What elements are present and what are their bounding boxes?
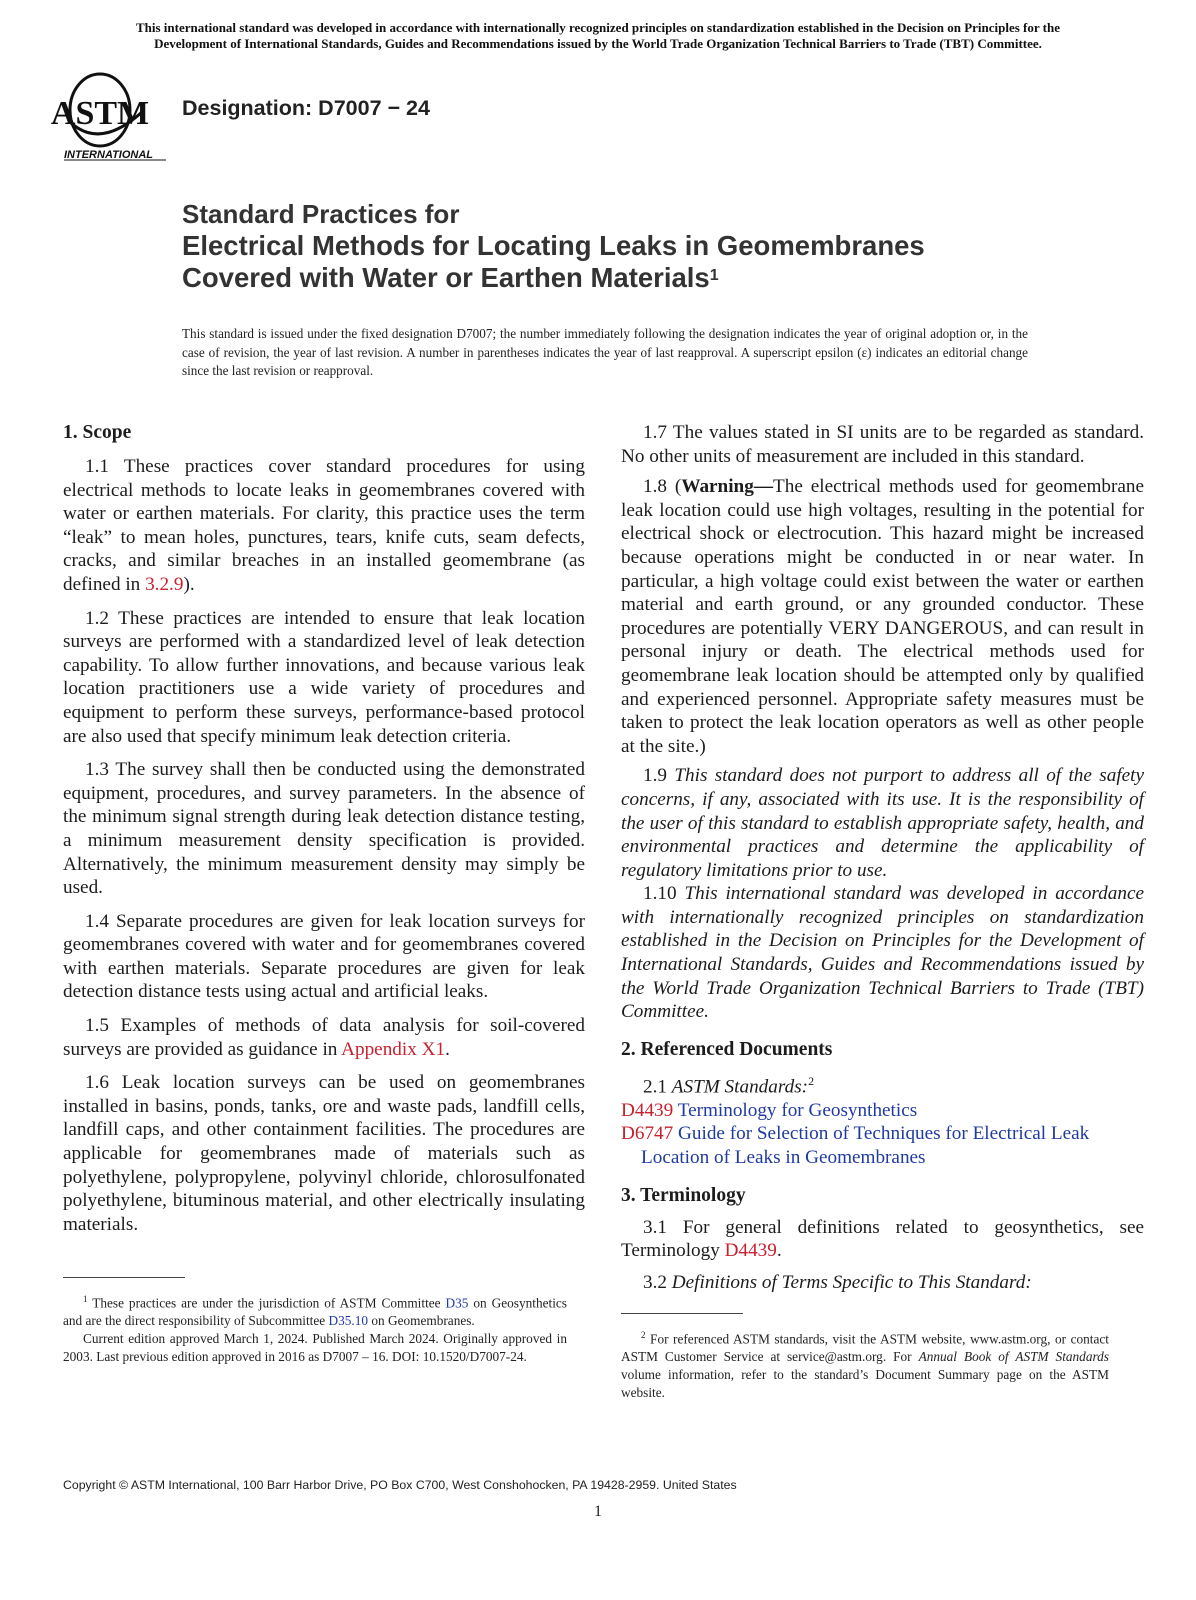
title-line3-wrap (182, 262, 1062, 294)
link-appendix-x1[interactable]: Appendix X1 (341, 1038, 446, 1060)
top-notice (62, 20, 1134, 52)
para-1-7: 1.7 The values stated in SI units are to be regarded as standard. No other units of measurement are included in this standard. (621, 422, 1144, 467)
astm-logo (50, 72, 168, 168)
section-heading-referenced-documents: 2. Referenced Documents (621, 1038, 833, 1060)
title-footnote-mark: 1 (709, 267, 719, 284)
designation: Designation: D7007 − 24 (182, 96, 430, 120)
para-1-9: 1.9 This standard does not purport to address all of the safety concerns, if any, associated with its use. It is the responsibility of the user of this standard to establish appropriate safety, health, and environmental practices and determine the applicability of regulatory limitations prior to use. (621, 765, 1145, 881)
link-d35-10[interactable]: D35.10 (328, 1313, 369, 1329)
reference-d4439[interactable]: D4439 Terminology for Geosynthetics (621, 1099, 918, 1121)
title-line3: Covered with Water or Earthen Materials (182, 262, 710, 293)
para-1-10: 1.10 This international standard was developed in accordance with internationally recognized principles on standardization established in the Decision on Principles for the Development of International Standards, Guides and Recommendations issued by the World Trade Organization Technical Barriers to Trade (TBT) Committee. (621, 883, 1144, 1023)
section-heading-terminology: 3. Terminology (621, 1184, 746, 1206)
title-line1: Standard Practices for (182, 199, 460, 229)
para-1-3: 1.3 The survey shall then be conducted using the demonstrated equipment, procedures, and survey parameters. In the absence of the minimum signal strength during leak detection distance testing, a minimum measurement density specification is provided. Alternatively, the minimum measurement density may simply be used. (63, 759, 585, 899)
document-title (182, 198, 1062, 294)
top-notice-line2: Development of International Standards, Guides and Recommendations issued by the World Trade Organization Technical Barriers to Trade (TBT) Committee. (154, 36, 1042, 51)
para-3-2: 3.2 Definitions of Terms Specific to This Standard: (643, 1271, 1032, 1293)
reference-d6747[interactable]: D6747 Guide for Selection of Techniques for Electrical Leak Location of Leaks in Geomembranes (621, 1123, 1090, 1169)
issuance-note: This standard is issued under the fixed designation D7007; the number immediately following the designation indicates the year of original adoption or, in the case of revision, the year of last revision. A number in parentheses indicates the year of last reapproval. A superscript epsilon (ε) indicates an editorial change since the last revision or reapproval. (182, 326, 1028, 378)
left-column (63, 421, 585, 1236)
footnote-1 (63, 1290, 567, 1366)
para-1-2: 1.2 These practices are intended to ensure that leak location surveys are performed with a standardized level of leak detection capability. To allow further innovations, and because various leak location practitioners use a wide variety of procedures and equipment to perform these surveys, performance-based protocol are also used that specify minimum leak detection criteria. (63, 607, 585, 747)
footnote-1-para-2: Current edition approved March 1, 2024. Published March 2024. Originally approved in 2003. Last previous edition approved in 2016 as D7007 – 16. DOI: 10.1520/D7007-24. (63, 1331, 567, 1365)
logo-subtext: INTERNATIONAL (64, 149, 154, 161)
section-heading-scope: 1. Scope (63, 422, 132, 443)
para-3-1: 3.1 For general definitions related to geosynthetics, see Terminology D4439. (621, 1216, 1144, 1262)
footnote-1-para-1: $^1$ These practices are under the jurisdiction of ASTM Committee D35 on Geosynthetics and are the direct responsibility of Subcommittee D35.10 on Geomembranes. (63, 1294, 567, 1329)
footnote-rule-right (621, 1313, 743, 1314)
para-1-4: 1.4 Separate procedures are given for leak location surveys for geomembranes covered with water and for geomembranes covered with earthen materials. Separate procedures are given for leak detection distance tests using actual and artificial leaks. (63, 910, 585, 1003)
title-line2: Electrical Methods for Locating Leaks in Geomembranes (182, 230, 925, 261)
link-3-2-9[interactable]: 3.2.9 (145, 573, 184, 595)
para-1-8: 1.8 (Warning—The electrical methods used for geomembrane leak location could use high voltages, resulting in the potential for electrical shock or electrocution. This hazard might be increased because operations might be conducted in or near water. In particular, a high voltage could exist between the water or earthen material and earth ground, or any grounded conductor. These procedures are potentially VERY DANGEROUS, and can result in personal injury or death. The electrical methods used for geomembrane leak location should be attempted only by qualified and experienced personnel. Appropriate safety measures must be taken to protect the leak location operators as well as other people at the site.) (621, 476, 1145, 757)
logo-text: ASTM (50, 95, 150, 132)
para-2-1: 2.1 ASTM Standards:$^2$ (643, 1073, 815, 1098)
footnote-2-para: $^2$ For referenced ASTM standards, visit the ASTM website, www.astm.org, or contact ASTM Customer Service at service@astm.org. For Annual Book of ASTM Standards volume information, refer to the standard’s Document Summary page on the ASTM website. (621, 1330, 1110, 1401)
copyright-notice: Copyright © ASTM International, 100 Barr Harbor Drive, PO Box C700, West Conshohocken, PA 19428-2959. United States (63, 1478, 737, 1492)
link-d35[interactable]: D35 (445, 1295, 469, 1311)
para-1-6: 1.6 Leak location surveys can be used on geomembranes installed in basins, ponds, tanks, ore and waste pads, landfill cells, landfill caps, and other containment facilities. The procedures are applicable for geomembranes made of materials such as polyethylene, polypropylene, polyvinyl chloride, chlorosulfonated polyethylene, bituminous material, and other electrically insulating materials. (63, 1072, 585, 1235)
footnote-2 (621, 1326, 1109, 1402)
right-column (621, 421, 1144, 1294)
para-1-5: 1.5 Examples of methods of data analysis for soil-covered surveys are provided as guidance in Appendix X1. (63, 1015, 585, 1060)
footnote-rule-left (63, 1277, 185, 1278)
top-notice-line1: This international standard was developed in accordance with internationally recognized principles on standardization established in the Decision on Principles for the (135, 20, 1060, 35)
page-number: 1 (594, 1503, 602, 1520)
para-1-1: 1.1 These practices cover standard procedures for using electrical methods to locate leaks in geomembranes covered with water or earthen materials. For clarity, this practice uses the term “leak” to mean holes, punctures, tears, knife cuts, seam defects, cracks, and similar breaches in an installed geomembrane (as defined in 3.2.9). (63, 456, 585, 595)
link-d4439[interactable]: D4439 (724, 1240, 777, 1262)
